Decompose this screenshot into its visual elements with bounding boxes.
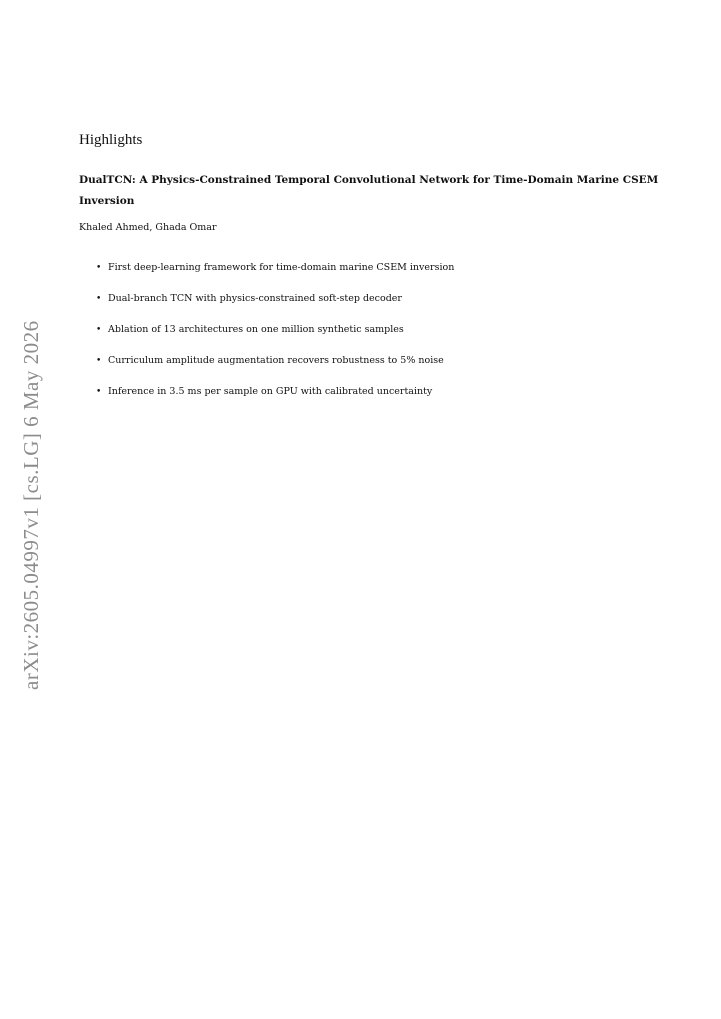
highlight-text: Dual-branch TCN with physics-constrained soft-step decoder: [108, 293, 402, 304]
highlight-item: [96, 322, 656, 353]
highlight-item: [96, 384, 656, 415]
highlight-item: [96, 291, 656, 322]
highlights-list: [96, 260, 656, 415]
arxiv-identifier-stamp: arXiv:2605.04997v1 [cs.LG] 6 May 2026: [19, 320, 43, 690]
highlight-text: Curriculum amplitude augmentation recovers robustness to 5% noise: [108, 355, 444, 366]
author-list: Khaled Ahmed, Ghada Omar: [79, 222, 217, 233]
highlight-text: Inference in 3.5 ms per sample on GPU with calibrated uncertainty: [108, 386, 433, 397]
bullet-icon: •: [96, 294, 102, 304]
highlight-text: First deep-learning framework for time-domain marine CSEM inversion: [108, 262, 455, 273]
highlight-text: Ablation of 13 architectures on one million synthetic samples: [108, 324, 404, 335]
bullet-icon: •: [96, 263, 102, 273]
highlights-heading: Highlights: [79, 132, 143, 148]
bullet-icon: •: [96, 387, 102, 397]
highlight-item: [96, 260, 656, 291]
bullet-icon: •: [96, 325, 102, 335]
bullet-icon: •: [96, 356, 102, 366]
highlight-item: [96, 353, 656, 384]
paper-title: DualTCN: A Physics-Constrained Temporal Convolutional Network for Time-Domain Marine CSEM Inversion: [79, 174, 659, 207]
